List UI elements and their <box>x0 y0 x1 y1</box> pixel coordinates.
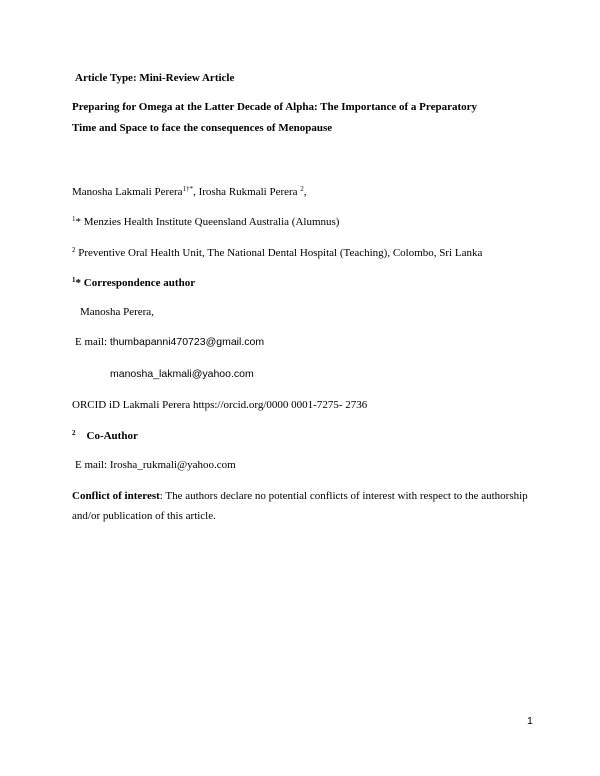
email-link-2[interactable]: manosha_lakmali@yahoo.com <box>110 368 254 380</box>
article-type-label: Article Type: <box>75 72 137 84</box>
page-number: 1 <box>527 715 533 727</box>
coauthor-email: E mail: Irosha_rukmali@yahoo.com <box>75 459 236 471</box>
article-type-value: Mini-Review Article <box>139 72 235 84</box>
correspondence-heading: $^1$* Correspondence author <box>72 276 196 289</box>
article-type <box>75 72 234 84</box>
author-list: Manosha Lakmali Perera$^{1\dagger*}$, Irosha Rukmali Perera $^2$, <box>72 185 307 198</box>
affiliation-1: $^1$* Menzies Health Institute Queensland Australia (Alumnus) <box>72 215 340 228</box>
correspondence-email-1: E mail: thumbapanni470723@gmail.com <box>75 336 265 348</box>
paper-title-line2: Time and Space to face the consequences of Menopause <box>72 122 333 134</box>
coauthor-heading: $^2$ Co-Author <box>72 429 138 442</box>
affiliation-2: $^2$ Preventive Oral Health Unit, The National Dental Hospital (Teaching), Colombo, Sri Lanka <box>72 246 483 259</box>
author-1-sup: 1†* <box>182 185 194 193</box>
email-link-1[interactable]: thumbapanni470723@gmail.com <box>109 336 265 348</box>
author-2-sup: 2 <box>300 185 304 193</box>
author-1: Manosha Lakmali Perera <box>72 186 183 198</box>
author-2: Irosha Rukmali Perera <box>198 186 298 198</box>
conflict-of-interest: Conflict of interest: The authors declare no potential conflicts of interest with respect to the authorship and/or publication of this article. <box>72 490 528 522</box>
orcid-line: ORCID iD Lakmali Perera https://orcid.org/0000 0001-7275- 2736 <box>72 399 368 411</box>
correspondence-name: Manosha Perera, <box>80 306 154 318</box>
paper-title-line1: Preparing for Omega at the Latter Decade of Alpha: The Importance of a Preparatory <box>72 101 477 113</box>
